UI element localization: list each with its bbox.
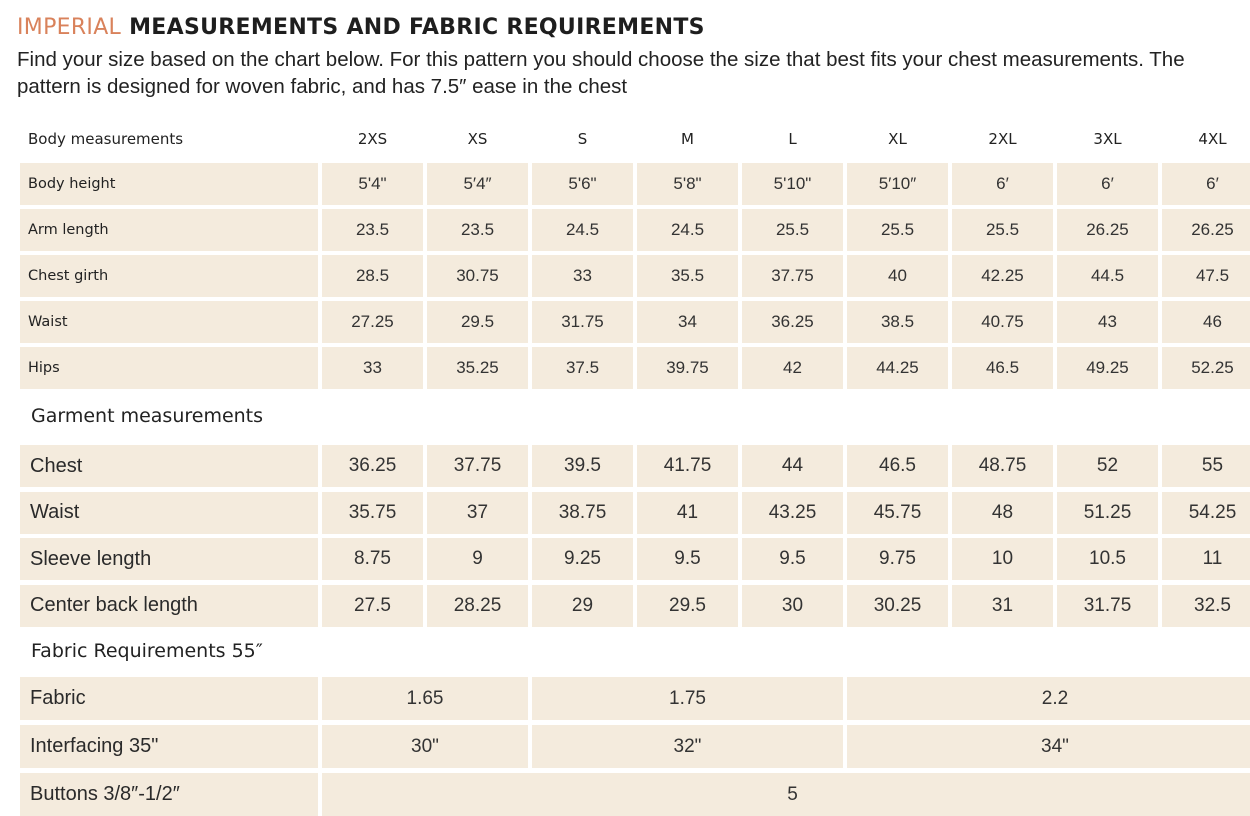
table-cell: 9	[427, 538, 528, 580]
table-cell: 39.5	[532, 445, 633, 487]
table-cell: 24.5	[637, 209, 738, 251]
row-label: Chest	[20, 445, 318, 487]
table-cell: 30"	[322, 725, 528, 768]
table-cell: 30.75	[427, 255, 528, 297]
table-cell: 32.5	[1162, 585, 1250, 627]
size-header: 4XL	[1198, 130, 1227, 148]
row-label: Sleeve length	[20, 538, 318, 580]
table-cell: 9.5	[637, 538, 738, 580]
table-cell: 2.2	[847, 677, 1250, 720]
body-measurements-label: Body measurements	[28, 130, 184, 148]
table-cell: 31	[952, 585, 1053, 627]
table-cell: 40.75	[952, 301, 1053, 343]
table-cell: 27.25	[322, 301, 423, 343]
table-cell: 35.25	[427, 347, 528, 389]
table-cell: 41.75	[637, 445, 738, 487]
table-cell: 9.25	[532, 538, 633, 580]
table-cell: 41	[637, 492, 738, 534]
table-cell: 6′	[952, 163, 1053, 205]
table-cell: 5′4″	[427, 163, 528, 205]
table-cell: 46.5	[847, 445, 948, 487]
table-cell: 52	[1057, 445, 1158, 487]
fabric-requirements-table	[20, 677, 1246, 816]
table-cell: 28.5	[322, 255, 423, 297]
row-label: Hips	[20, 347, 318, 389]
table-cell: 49.25	[1057, 347, 1158, 389]
table-cell: 47.5	[1162, 255, 1250, 297]
size-header: S	[577, 130, 588, 148]
table-cell: 5'10"	[742, 163, 843, 205]
garment-measurements-table	[20, 445, 1246, 627]
table-cell: 42.25	[952, 255, 1053, 297]
table-cell: 28.25	[427, 585, 528, 627]
table-cell: 39.75	[637, 347, 738, 389]
table-cell: 45.75	[847, 492, 948, 534]
size-header: 2XS	[357, 130, 388, 148]
table-cell: 26.25	[1162, 209, 1250, 251]
body-measurements-table	[20, 163, 1246, 389]
table-cell: 5	[322, 773, 1250, 816]
table-cell: 37.5	[532, 347, 633, 389]
table-cell: 30.25	[847, 585, 948, 627]
row-label: Buttons 3/8″-1/2″	[20, 773, 318, 816]
table-cell: 46.5	[952, 347, 1053, 389]
size-header: XL	[888, 130, 907, 148]
table-cell: 9.75	[847, 538, 948, 580]
table-cell: 36.25	[322, 445, 423, 487]
table-cell: 5'4"	[322, 163, 423, 205]
table-cell: 24.5	[532, 209, 633, 251]
table-cell: 29.5	[637, 585, 738, 627]
table-cell: 48	[952, 492, 1053, 534]
table-cell: 26.25	[1057, 209, 1158, 251]
table-cell: 38.75	[532, 492, 633, 534]
row-label: Chest girth	[20, 255, 318, 297]
row-label: Waist	[20, 492, 318, 534]
size-header-row	[20, 118, 1246, 160]
size-header: L	[788, 130, 797, 148]
table-cell: 29.5	[427, 301, 528, 343]
table-cell: 5'6"	[532, 163, 633, 205]
table-cell: 25.5	[847, 209, 948, 251]
table-cell: 43.25	[742, 492, 843, 534]
intro-text: Find your size based on the chart below. For this pattern you should choose the size that best fits your chest measurements. The pattern is designed for woven fabric, and has 7.5″ ease in the chest	[17, 48, 1185, 98]
table-cell: 51.25	[1057, 492, 1158, 534]
table-cell: 54.25	[1162, 492, 1250, 534]
table-cell: 34	[637, 301, 738, 343]
table-cell: 44.5	[1057, 255, 1158, 297]
table-cell: 35.75	[322, 492, 423, 534]
table-cell: 44	[742, 445, 843, 487]
table-cell: 31.75	[532, 301, 633, 343]
title-accent: IMPERIAL	[17, 15, 122, 40]
table-cell: 25.5	[952, 209, 1053, 251]
row-label: Interfacing 35"	[20, 725, 318, 768]
table-cell: 10.5	[1057, 538, 1158, 580]
garment-section-title: Garment measurements	[31, 405, 264, 427]
table-cell: 11	[1162, 538, 1250, 580]
row-label: Body height	[20, 163, 318, 205]
table-cell: 27.5	[322, 585, 423, 627]
table-cell: 33	[322, 347, 423, 389]
table-cell: 52.25	[1162, 347, 1250, 389]
size-header: XS	[467, 130, 488, 148]
table-cell: 8.75	[322, 538, 423, 580]
table-cell: 5'8"	[637, 163, 738, 205]
table-cell: 10	[952, 538, 1053, 580]
table-cell: 33	[532, 255, 633, 297]
table-cell: 31.75	[1057, 585, 1158, 627]
table-cell: 48.75	[952, 445, 1053, 487]
table-cell: 37.75	[427, 445, 528, 487]
table-cell: 40	[847, 255, 948, 297]
page-title	[17, 15, 705, 40]
table-cell: 55	[1162, 445, 1250, 487]
table-cell: 37.75	[742, 255, 843, 297]
table-cell: 6′	[1057, 163, 1158, 205]
table-cell: 6′	[1162, 163, 1250, 205]
table-cell: 46	[1162, 301, 1250, 343]
table-cell: 23.5	[322, 209, 423, 251]
fabric-section-title: Fabric Requirements 55″	[31, 640, 263, 662]
table-cell: 42	[742, 347, 843, 389]
table-cell: 32"	[532, 725, 843, 768]
table-cell: 1.75	[532, 677, 843, 720]
table-cell: 38.5	[847, 301, 948, 343]
table-cell: 23.5	[427, 209, 528, 251]
row-label: Center back length	[20, 585, 318, 627]
table-cell: 1.65	[322, 677, 528, 720]
size-header: M	[681, 130, 694, 148]
table-cell: 25.5	[742, 209, 843, 251]
table-cell: 30	[742, 585, 843, 627]
title-main: MEASUREMENTS AND FABRIC REQUIREMENTS	[129, 15, 705, 40]
table-cell: 35.5	[637, 255, 738, 297]
table-cell: 37	[427, 492, 528, 534]
row-label: Fabric	[20, 677, 318, 720]
size-header: 3XL	[1093, 130, 1122, 148]
table-cell: 29	[532, 585, 633, 627]
table-cell: 44.25	[847, 347, 948, 389]
size-header: 2XL	[988, 130, 1017, 148]
row-label: Arm length	[20, 209, 318, 251]
row-label: Waist	[20, 301, 318, 343]
table-cell: 43	[1057, 301, 1158, 343]
table-cell: 5′10″	[847, 163, 948, 205]
table-cell: 9.5	[742, 538, 843, 580]
table-cell: 34"	[847, 725, 1250, 768]
table-cell: 36.25	[742, 301, 843, 343]
